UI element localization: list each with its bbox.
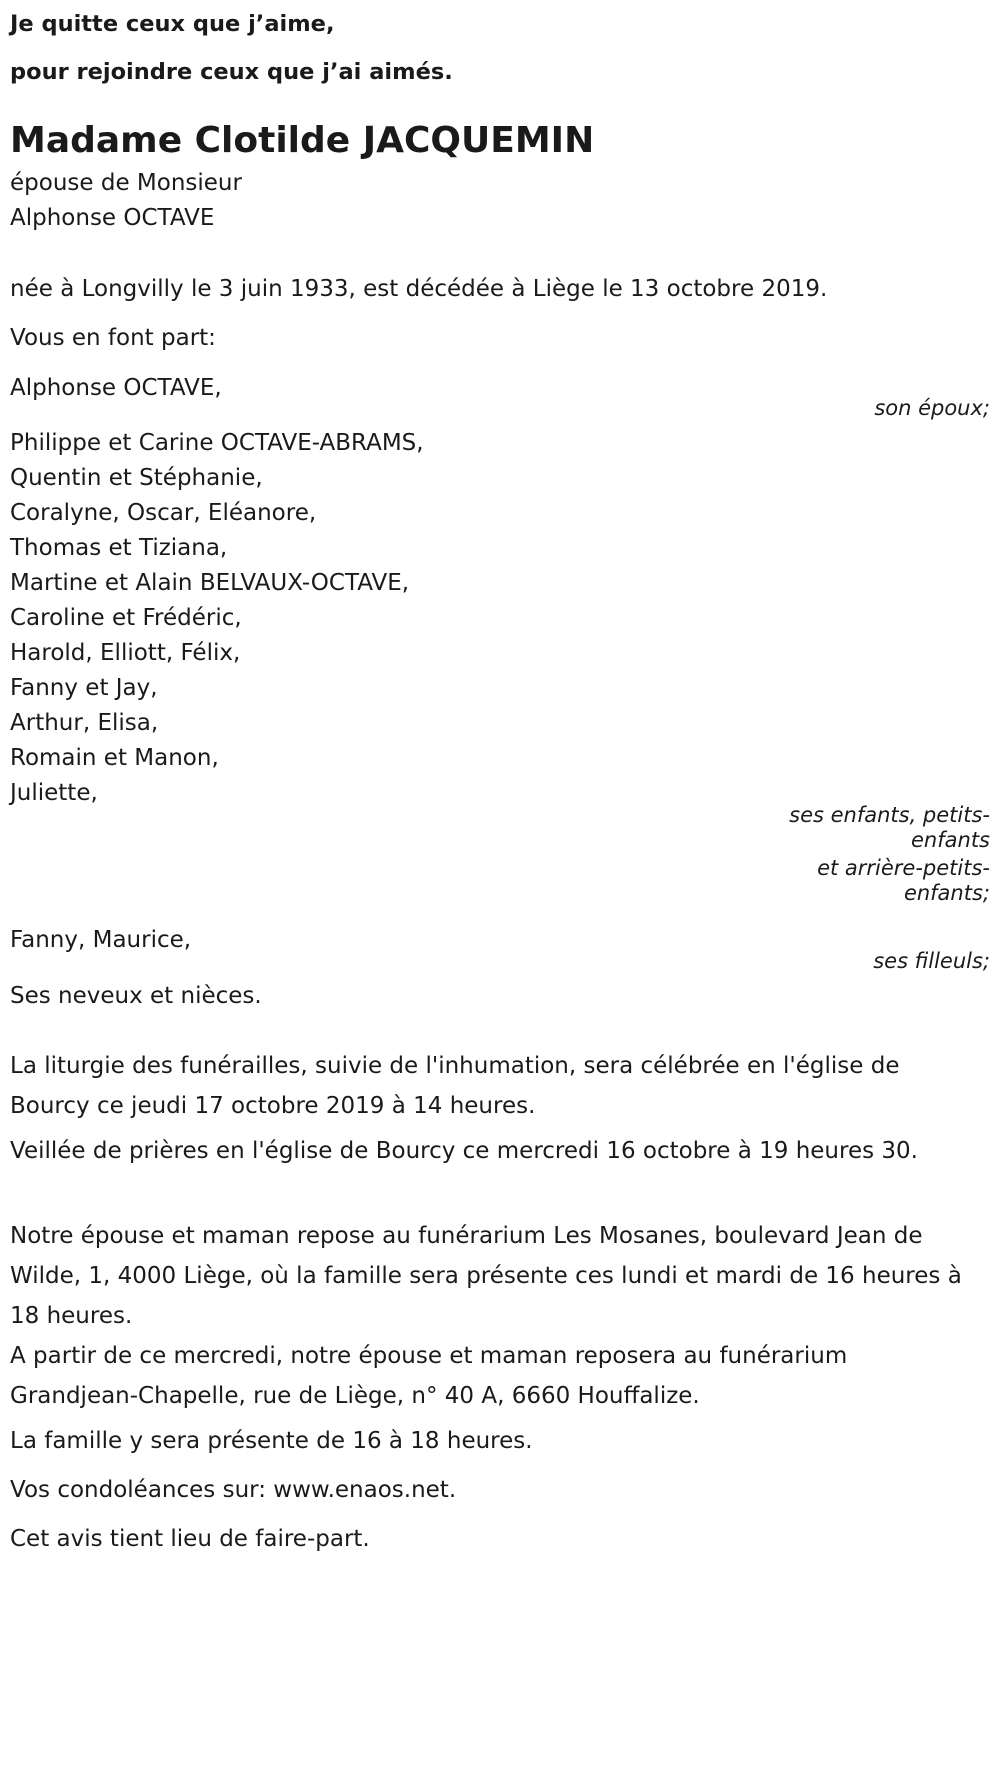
epigraph-line-2: pour rejoindre ceux que j’ai aimés. [10, 59, 453, 85]
obituary-notice [10, 0, 990, 1785]
list-item: Caroline et Frédéric, [10, 605, 242, 631]
godchildren-role: ses filleuls; [873, 949, 990, 973]
funerarium-houffalize-paragraph: A partir de ce mercredi, notre épouse et maman reposera au funérarium Grandjean-Chapelle, rue de Liège, n° 40 A, 6660 Houffalize. [10, 1343, 848, 1409]
funeral-liturgy-paragraph: La liturgie des funérailles, suivie de l'inhumation, sera célébrée en l'église de Bourcy ce jeudi 17 octobre 2019 à 14 heures. [10, 1053, 900, 1119]
list-item: Thomas et Tiziana, [10, 535, 228, 561]
list-item: Martine et Alain BELVAUX-OCTAVE, [10, 570, 410, 596]
nephews-line: Ses neveux et nièces. [10, 983, 262, 1009]
list-item: Arthur, Elisa, [10, 710, 159, 736]
descendants-role-line-2: et arrière-petits-enfants; [817, 856, 990, 905]
list-item: Philippe et Carine OCTAVE-ABRAMS, [10, 430, 424, 456]
list-item: Quentin et Stéphanie, [10, 465, 263, 491]
list-item: Harold, Elliott, Félix, [10, 640, 241, 666]
spouse-name: Alphonse OCTAVE, [10, 375, 222, 401]
funerarium-mosanes-paragraph: Notre épouse et maman repose au funérarium Les Mosanes, boulevard Jean de Wilde, 1, 4000 Liège, où la famille sera présente ces lundi et mardi de 16 heures à 18 heures. [10, 1223, 962, 1329]
spouse-line-2: Alphonse OCTAVE [10, 205, 215, 231]
list-item: Coralyne, Oscar, Eléanore, [10, 500, 317, 526]
deceased-name: Madame Clotilde JACQUEMIN [10, 120, 595, 161]
list-item: Romain et Manon, [10, 745, 219, 771]
spouse-role: son époux; [874, 396, 990, 420]
list-item: Juliette, [10, 780, 98, 806]
condolences-paragraph: Vos condoléances sur: www.enaos.net. [10, 1477, 457, 1503]
family-presence-paragraph: La famille y sera présente de 16 à 18 heures. [10, 1428, 533, 1454]
list-item: Fanny et Jay, [10, 675, 158, 701]
godchildren-names: Fanny, Maurice, [10, 927, 192, 953]
epigraph-line-1: Je quitte ceux que j’aime, [10, 11, 335, 37]
descendants-role-line-1: ses enfants, petits-enfants [789, 803, 990, 852]
announcement-intro: Vous en font part: [10, 325, 216, 351]
notice-closing-paragraph: Cet avis tient lieu de faire-part. [10, 1526, 370, 1552]
spouse-line-1: épouse de Monsieur [10, 170, 242, 196]
birth-death-line: née à Longvilly le 3 juin 1933, est décédée à Liège le 13 octobre 2019. [10, 276, 828, 302]
descendants-list [10, 428, 424, 808]
prayer-vigil-paragraph: Veillée de prières en l'église de Bourcy ce mercredi 16 octobre à 19 heures 30. [10, 1138, 918, 1164]
